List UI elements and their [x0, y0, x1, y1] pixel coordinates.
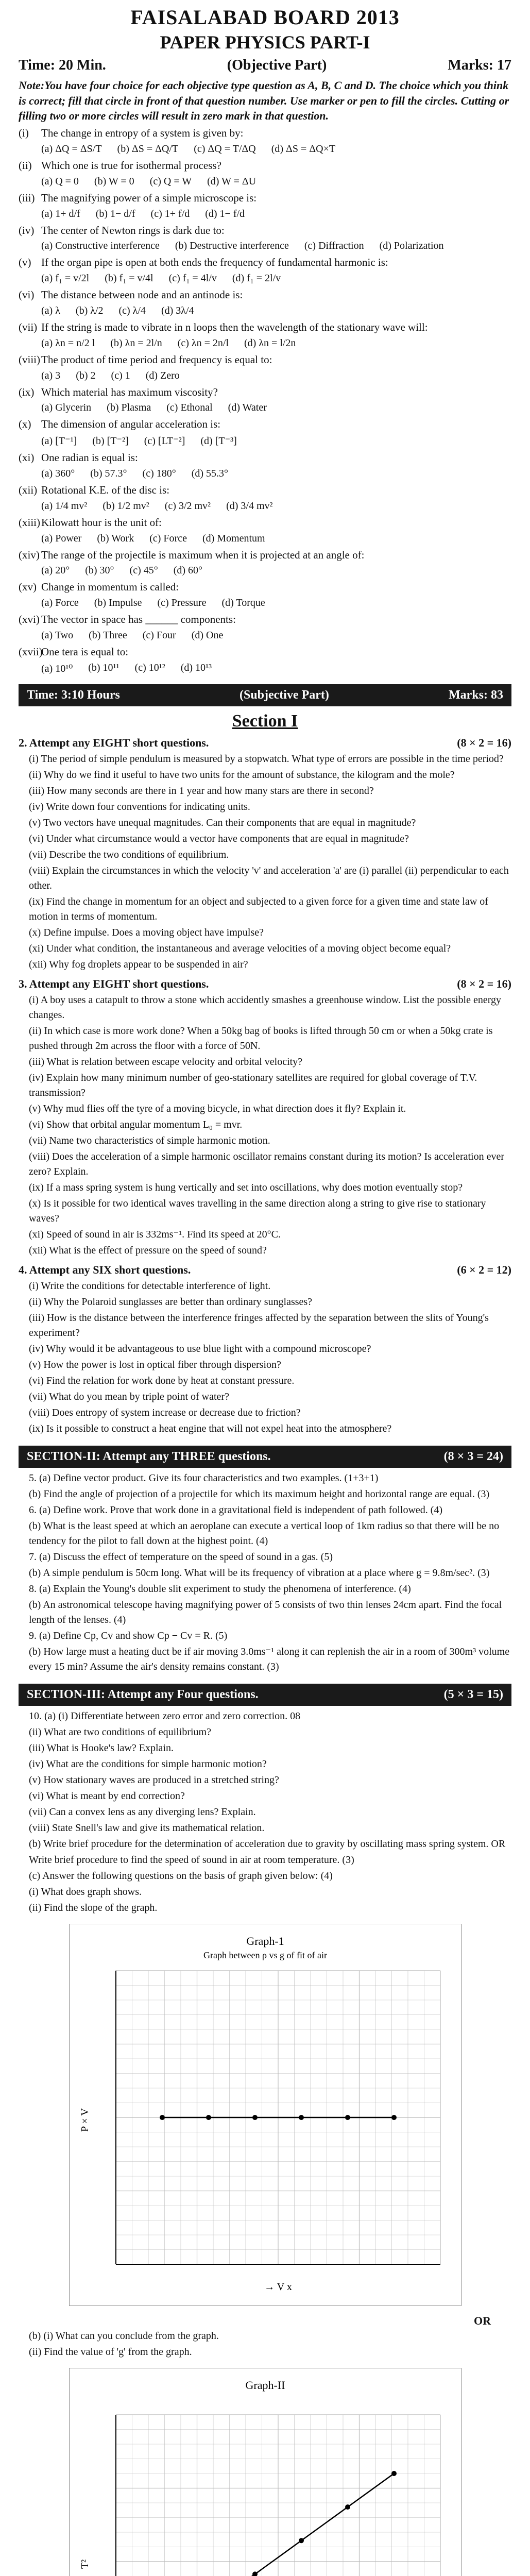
mcq-number: (xiv): [19, 548, 40, 561]
question-item: (v) Why mud flies off the tyre of a moving bicycle, in what direction does it fly? Explain it.: [29, 1103, 406, 1114]
board-title: FAISALABAD BOARD 2013: [130, 6, 400, 29]
mcq-option: (c) Ethonal: [166, 402, 213, 414]
mcq-number: (i): [19, 127, 29, 140]
time: Time: 20 Min.: [19, 57, 106, 73]
mcq-options: [41, 434, 511, 447]
mcq-text: If the organ pipe is open at both ends the frequency of fundamental harmonic is:: [41, 256, 388, 269]
question-item: (iv) Explain how many minimum number of geo-stationary satellites are required for global coverage of T.V. transmission?: [29, 1072, 477, 1098]
mcq-question: [19, 255, 511, 270]
mcq-question: [19, 612, 511, 628]
mcq-option: (b) Plasma: [107, 402, 151, 414]
mcq-option: (c) 1+ f/d: [150, 208, 190, 219]
mcq-number: (xi): [19, 451, 35, 464]
question-item: 10. (a) (i) Differentiate between zero error and zero correction. 08: [29, 1710, 301, 1722]
mcq-option: (d) W = ΔU: [207, 175, 257, 187]
question-item: (ix) Is it possible to construct a heat engine that will not expel heat into the atmosphere?: [29, 1422, 392, 1434]
mcq-text: The dimension of angular acceleration is:: [41, 418, 221, 431]
mcq-option: (d) One: [191, 630, 224, 641]
mcq-option: (d) Water: [228, 402, 267, 414]
question-item: (b) How large must a heating duct be if air moving 3.0ms⁻¹ along it can replenish the air in a room of 300m³ volume every 15 min? Assume the air's density remains constant. (3): [29, 1646, 510, 1672]
question-item: (iii) How many seconds are there in 1 year and how many stars are there in second?: [29, 785, 374, 796]
question-title: 4. Attempt any SIX short questions.: [19, 1263, 191, 1276]
mcq-option: (a) λn = n/2 l: [41, 337, 95, 349]
mcq-question: [19, 580, 511, 595]
question-heading: [19, 1263, 511, 1277]
mcq-text: The distance between node and an antinode is:: [41, 289, 243, 301]
mcq-option: (c) Diffraction: [304, 240, 364, 252]
mcq-option: (a) 20°: [41, 565, 70, 577]
mcq-number: (v): [19, 256, 31, 269]
question-item: (b) Find the angle of projection of a projectile for which its maximum height and horizontal range are equal. (3): [29, 1488, 490, 1500]
mcq-option: (d) 55.3°: [191, 468, 229, 479]
question-item: 8. (a) Explain the Young's double slit experiment to study the phenomena of interference. (4): [29, 1583, 411, 1595]
question-item: (vii) What do you mean by triple point of water?: [29, 1391, 229, 1402]
data-point: [206, 2115, 211, 2120]
question-item: (i) The period of simple pendulum is measured by a stopwatch. What type of errors are possible in the time period?: [29, 753, 504, 765]
mcq-number: (iv): [19, 224, 35, 236]
question-item: (viii) State Snell's law and give its mathematical relation.: [29, 1822, 265, 1834]
subjective-bar: [19, 684, 511, 706]
mcq-number: (xiii): [19, 516, 40, 529]
mcq-number: (viii): [19, 353, 40, 366]
mcq-option: (c) 180°: [142, 468, 176, 479]
question-heading: [19, 977, 511, 991]
mcq-text: The change in entropy of a system is given by:: [41, 127, 244, 140]
data-point: [252, 2115, 258, 2120]
mcq-text: The product of time period and frequency is equal to:: [41, 353, 272, 366]
mcq-options: [41, 273, 511, 284]
mcq-option: (a) f₁ = v/2l: [41, 273, 90, 284]
graph-title: Graph-II: [245, 2378, 285, 2392]
question-item: (iv) What are the conditions for simple harmonic motion?: [29, 1758, 267, 1770]
mcq-number: (xvi): [19, 613, 40, 626]
question-item: (c) Answer the following questions on the basis of graph given below: (4): [29, 1870, 333, 1882]
mcq-option: (a) λ: [41, 304, 60, 316]
mcq-question: [19, 385, 511, 400]
mcq-options: [41, 500, 511, 512]
question-item: (b) What is the least speed at which an aeroplane can execute a vertical loop of 1km radius so that there will be no tendency for the pilot to fall down at the highest point. (4): [29, 1520, 500, 1547]
question-title: 2. Attempt any EIGHT short questions.: [19, 736, 209, 749]
mcq-option: (b) 10¹¹: [88, 662, 119, 673]
question-item: (x) Is it possible for two identical waves travelling in the same direction along a string to give rise to stationary waves?: [29, 1197, 486, 1224]
mcq-option: (d) [T⁻³]: [200, 435, 237, 447]
question-item: (ii) What are two conditions of equilibrium?: [29, 1726, 211, 1738]
question-item: (i) A boy uses a catapult to throw a stone which accidently smashes a greenhouse window. List the possible energy changes.: [29, 994, 502, 1021]
mcq-option: (b) 2: [76, 369, 96, 381]
mcq-option: (a) Q = 0: [41, 175, 79, 187]
section-three-list: [19, 1709, 511, 1916]
mcq-option: (c) Q = W: [149, 175, 192, 187]
mcq-options: [41, 533, 511, 545]
question-3-block: [19, 977, 511, 1258]
mcq-option: (d) 60°: [173, 565, 203, 577]
mcq-option: (c) Four: [142, 630, 176, 641]
mcq-option: (b) λ/2: [75, 304, 104, 316]
mcq-option: (d) 10¹³: [180, 662, 212, 673]
mcq-question: [19, 515, 511, 531]
mcq-option: (b) ΔS = ΔQ/T: [117, 143, 179, 155]
mcq-question: [19, 450, 511, 466]
section-two-marks: (8 × 3 = 24): [443, 1449, 503, 1463]
mcq-option: (d) 3/4 mv²: [226, 500, 273, 512]
graph-one: [69, 1924, 461, 2306]
question-item: (iv) Write down four conventions for indicating units.: [29, 801, 250, 812]
mcq-option: (c) 1: [111, 369, 130, 381]
x-axis-label: → V x: [264, 2281, 292, 2293]
mcq-question: [19, 645, 511, 660]
mcq-option: (c) λn = 2n/l: [177, 337, 229, 349]
mcq-text: Rotational K.E. of the disc is:: [41, 484, 170, 496]
graph-one-svg: [70, 1924, 461, 2306]
instructions-note: Note:You have four choice for each objective type question as A, B, C and D. The choice which you think is correct; fill that circle in front of that question number. Use marker or pen to fill the circles. Cutting or filling two or more circles will result in zero mark in that question.: [19, 79, 509, 123]
mcq-text: The center of Newton rings is dark due to:: [41, 224, 225, 236]
question-item: (vi) Under what circumstance would a vector have components that are equal in magnitude?: [29, 833, 409, 844]
question-item: 6. (a) Define work. Prove that work done in a gravitational field is independent of path followed. (4): [29, 1504, 443, 1516]
section-three-title: SECTION-III: Attempt any Four questions.: [27, 1687, 259, 1701]
question-item: 7. (a) Discuss the effect of temperature on the speed of sound in a gas. (5): [29, 1551, 333, 1563]
subjective-time: Time: 3:10 Hours: [27, 688, 120, 702]
mcq-options: [41, 565, 511, 577]
mcq-question: [19, 352, 511, 368]
question-item: (ix) Find the change in momentum for an object and subjected to a given force for a given time and state law of motion in terms of momentum.: [29, 895, 488, 922]
mcq-number: (xvii): [19, 646, 43, 658]
mcq-option: (d) Momentum: [202, 532, 265, 544]
mcq-list: [19, 126, 511, 675]
mcq-number: (vii): [19, 320, 38, 333]
mcq-option: (b) 30°: [85, 565, 114, 577]
mcq-option: (a) Force: [41, 597, 79, 609]
exam-paper: [0, 5, 530, 2576]
mcq-options: [41, 337, 511, 349]
mcq-option: (c) f₁ = 4l/v: [168, 273, 217, 284]
mcq-text: Which material has maximum viscosity?: [41, 385, 218, 398]
data-point: [391, 2115, 397, 2120]
mcq-options: [41, 208, 511, 220]
mcq-number: (ii): [19, 159, 32, 172]
or-label: OR: [474, 2314, 491, 2327]
graph-subtitle: Graph between ρ vs g of fit of air: [203, 1950, 327, 1960]
mcq-option: (a) 1+ d/f: [41, 208, 80, 219]
mcq-option: (c) Pressure: [157, 597, 207, 609]
mcq-options: [41, 402, 511, 414]
question-item: (ii) Why the Polaroid sunglasses are better than ordinary sunglasses?: [29, 1296, 313, 1308]
mcq-option: (c) 10¹²: [134, 662, 165, 673]
mcq-question: [19, 287, 511, 303]
question-heading: [19, 736, 511, 750]
mcq-option: (d) 1− f/d: [205, 208, 245, 219]
mcq-options: [41, 143, 511, 155]
mcq-question: [19, 417, 511, 432]
marks: Marks: 17: [448, 57, 511, 73]
mcq-option: (b) λn = 2l/n: [110, 337, 162, 349]
mcq-option: (c) Force: [149, 532, 187, 544]
mcq-option: (a) [T⁻¹]: [41, 435, 77, 447]
question-item: (ii) Find the value of 'g' from the graph.: [29, 2346, 192, 2358]
mcq-text: Which one is true for isothermal process?: [41, 159, 221, 172]
question-title: 3. Attempt any EIGHT short questions.: [19, 977, 209, 990]
mcq-option: (b) Three: [89, 630, 127, 641]
data-point: [299, 2115, 304, 2120]
mcq-option: (a) Two: [41, 630, 74, 641]
mcq-text: The vector in space has ______ components:: [41, 613, 236, 626]
mcq-option: (b) Impulse: [94, 597, 142, 609]
question-4-block: [19, 1263, 511, 1436]
question-item: (xi) Speed of sound in air is 332ms⁻¹. Find its speed at 20°C.: [29, 1228, 281, 1240]
graph-two: [69, 2368, 461, 2576]
mcq-option: (b) f₁ = v/4l: [105, 273, 153, 284]
question-item: (vi) Show that orbital angular momentum L₀ = mvr.: [29, 1118, 243, 1130]
question-item: (v) How stationary waves are produced in a stretched string?: [29, 1774, 279, 1786]
section-two-bar: [19, 1446, 511, 1468]
data-point: [345, 2504, 350, 2510]
question-item: (b) A simple pendulum is 50cm long. What will be its frequency of vibration at a place where g = 9.8m/sec². (3): [29, 1567, 490, 1579]
mcq-options: [41, 305, 511, 317]
question-item: (b) (i) What can you conclude from the graph.: [29, 2330, 219, 2342]
mcq-options: [41, 468, 511, 480]
question-item: (xii) What is the effect of pressure on the speed of sound?: [29, 1244, 267, 1256]
question-item: 5. (a) Define vector product. Give its four characteristics and two examples. (1+3+1): [29, 1472, 379, 1484]
section-two-list: [19, 1471, 511, 1674]
mcq-option: (b) W = 0: [94, 175, 134, 187]
question-item: (vi) What is meant by end correction?: [29, 1790, 185, 1802]
question-item: (viii) Does entropy of system increase or decrease due to friction?: [29, 1406, 301, 1418]
question-item: (vii) Name two characteristics of simple harmonic motion.: [29, 1134, 270, 1146]
mcq-option: (a) Glycerin: [41, 402, 92, 414]
mcq-number: (xv): [19, 581, 37, 594]
question-item: (b) Write brief procedure for the determination of acceleration due to gravity by oscillating mass spring system. OR: [29, 1838, 506, 1850]
mcq-option: (b) 1/2 mv²: [102, 500, 149, 512]
question-item: (iii) What is relation between escape velocity and orbital velocity?: [29, 1056, 303, 1067]
mcq-options: [41, 370, 511, 382]
data-point: [345, 2115, 350, 2120]
question-item: (ii) Find the slope of the graph.: [29, 1902, 158, 1913]
question-item: (x) Define impulse. Does a moving object have impulse?: [29, 926, 264, 938]
mcq-number: (x): [19, 418, 31, 431]
section-three-bar: [19, 1684, 511, 1706]
mcq-options: [41, 176, 511, 188]
mcq-option: (d) f₁ = 2l/v: [232, 273, 281, 284]
mcq-text: If the string is made to vibrate in n loops then the wavelength of the stationary wave will:: [41, 320, 428, 333]
question-marks: (8 × 2 = 16): [457, 736, 511, 749]
question-item: (i) Write the conditions for detectable interference of light.: [29, 1280, 271, 1292]
subjective-part: (Subjective Part): [239, 688, 329, 702]
mcq-question: [19, 320, 511, 335]
data-point: [299, 2538, 304, 2543]
mcq-number: (iii): [19, 191, 35, 204]
mcq-option: (d) Polarization: [379, 240, 444, 252]
after-graph-list: [19, 2329, 511, 2360]
mcq-question: [19, 223, 511, 239]
mcq-question: [19, 126, 511, 141]
mcq-question: [19, 191, 511, 206]
section-two-title: SECTION-II: Attempt any THREE questions.: [27, 1449, 271, 1463]
question-item: (v) Two vectors have unequal magnitudes. Can their components that are equal in magnitude?: [29, 817, 416, 828]
objective-meta: [19, 57, 511, 74]
question-item: (iii) How is the distance between the interference fringes affected by the separation between the slits of Young's experiment?: [29, 1312, 489, 1338]
mcq-option: (d) ΔS = ΔQ×T: [271, 143, 336, 155]
mcq-options: [41, 597, 511, 609]
section-three-marks: (5 × 3 = 15): [443, 1687, 503, 1701]
question-marks: (8 × 2 = 16): [457, 977, 511, 990]
mcq-option: (d) 3λ/4: [161, 304, 194, 316]
mcq-option: (c) λ/4: [118, 304, 146, 316]
question-item: (b) An astronomical telescope having magnifying power of 5 consists of two thin lenses 24cm apart. Find the focal length of the lenses. (4): [29, 1599, 502, 1625]
mcq-option: (a) 360°: [41, 468, 75, 479]
question-item: (vii) Describe the two conditions of equilibrium.: [29, 849, 229, 860]
y-axis-label: P × V: [79, 2108, 91, 2132]
mcq-text: One radian is equal is:: [41, 451, 138, 464]
question-item: (viii) Does the acceleration of a simple harmonic oscillator remains constant during its motion? Is acceleration ever zero? Explain.: [29, 1150, 505, 1177]
mcq-option: (c) [LT⁻²]: [144, 435, 185, 447]
question-item: (ix) If a mass spring system is hung vertically and set into oscillations, why does motion eventually stop?: [29, 1181, 463, 1193]
question-item: (iv) Why would it be advantageous to use blue light with a compound microscope?: [29, 1343, 371, 1354]
graph-two-svg: [70, 2368, 461, 2576]
mcq-question: [19, 548, 511, 563]
question-item: (xii) Why fog droplets appear to be suspended in air?: [29, 958, 248, 970]
mcq-number: (vi): [19, 289, 35, 301]
mcq-option: (a) Power: [41, 532, 82, 544]
question-item: 9. (a) Define Cp, Cv and show Cp − Cv = R. (5): [29, 1630, 228, 1641]
mcq-option: (b) 57.3°: [90, 468, 127, 479]
question-item: (ii) Why do we find it useful to have two units for the amount of substance, the kilogram and the mole?: [29, 769, 455, 781]
mcq-text: One tera is equal to:: [41, 646, 129, 658]
subjective-marks: Marks: 83: [449, 688, 503, 702]
mcq-option: (a) ΔQ = ΔS/T: [41, 143, 102, 155]
mcq-option: (a) Constructive interference: [41, 240, 160, 252]
paper-title: PAPER PHYSICS PART-I: [160, 32, 370, 53]
mcq-option: (d) Zero: [145, 369, 180, 381]
mcq-text: Kilowatt hour is the unit of:: [41, 516, 162, 529]
question-2-block: [19, 736, 511, 972]
question-item: (iii) What is Hooke's law? Explain.: [29, 1742, 174, 1754]
mcq-text: The range of the projectile is maximum when it is projected at an angle of:: [41, 548, 365, 561]
mcq-option: (b) Work: [97, 532, 134, 544]
mcq-option: (c) ΔQ = T/ΔQ: [194, 143, 256, 155]
data-point: [160, 2115, 165, 2120]
mcq-option: (d) Torque: [221, 597, 265, 609]
mcq-option: (c) 3/2 mv²: [164, 500, 211, 512]
question-item: (v) How the power is lost in optical fiber through dispersion?: [29, 1359, 281, 1370]
mcq-question: [19, 483, 511, 498]
mcq-number: (xii): [19, 484, 38, 496]
question-item: (vii) Can a convex lens as any diverging lens? Explain.: [29, 1806, 256, 1818]
mcq-option: (c) 45°: [129, 565, 158, 577]
part: (Objective Part): [227, 57, 327, 73]
question-item: (i) What does graph shows.: [29, 1886, 142, 1897]
y-axis-label: T²: [79, 2559, 91, 2569]
question-item: (viii) Explain the circumstances in which the velocity 'v' and acceleration 'a' are (i) parallel (ii) perpendicular to each other.: [29, 865, 509, 891]
question-item: (ii) In which case is more work done? When a 50kg bag of books is lifted through 50 cm or when a 50kg crate is pushed through 2m across the floor with a force of 50N.: [29, 1025, 493, 1052]
mcq-question: [19, 158, 511, 174]
mcq-option: (d) λn = l/2n: [244, 337, 296, 349]
section-one-title: Section I: [232, 711, 298, 731]
question-marks: (6 × 2 = 12): [457, 1263, 511, 1276]
mcq-option: (b) [T⁻²]: [92, 435, 129, 447]
mcq-option: (a) 10¹⁰: [41, 663, 73, 674]
mcq-options: [41, 662, 511, 675]
mcq-number: (ix): [19, 385, 35, 398]
mcq-option: (b) Destructive interference: [175, 240, 289, 252]
mcq-option: (b) 1− d/f: [95, 208, 135, 219]
question-item: (xi) Under what condition, the instantaneous and average velocities of a moving object become equal?: [29, 942, 451, 954]
graph-title: Graph-1: [246, 1934, 284, 1947]
mcq-option: (a) 3: [41, 369, 61, 381]
question-item: (vi) Find the relation for work done by heat at constant pressure.: [29, 1375, 295, 1386]
mcq-text: Change in momentum is called:: [41, 581, 179, 594]
mcq-option: (a) 1/4 mv²: [41, 500, 88, 512]
data-point: [391, 2471, 397, 2476]
question-item: Write brief procedure to find the speed of sound in air at room temperature. (3): [29, 1854, 354, 1866]
mcq-options: [41, 240, 511, 252]
mcq-options: [41, 630, 511, 641]
mcq-text: The magnifying power of a simple microscope is:: [41, 191, 257, 204]
